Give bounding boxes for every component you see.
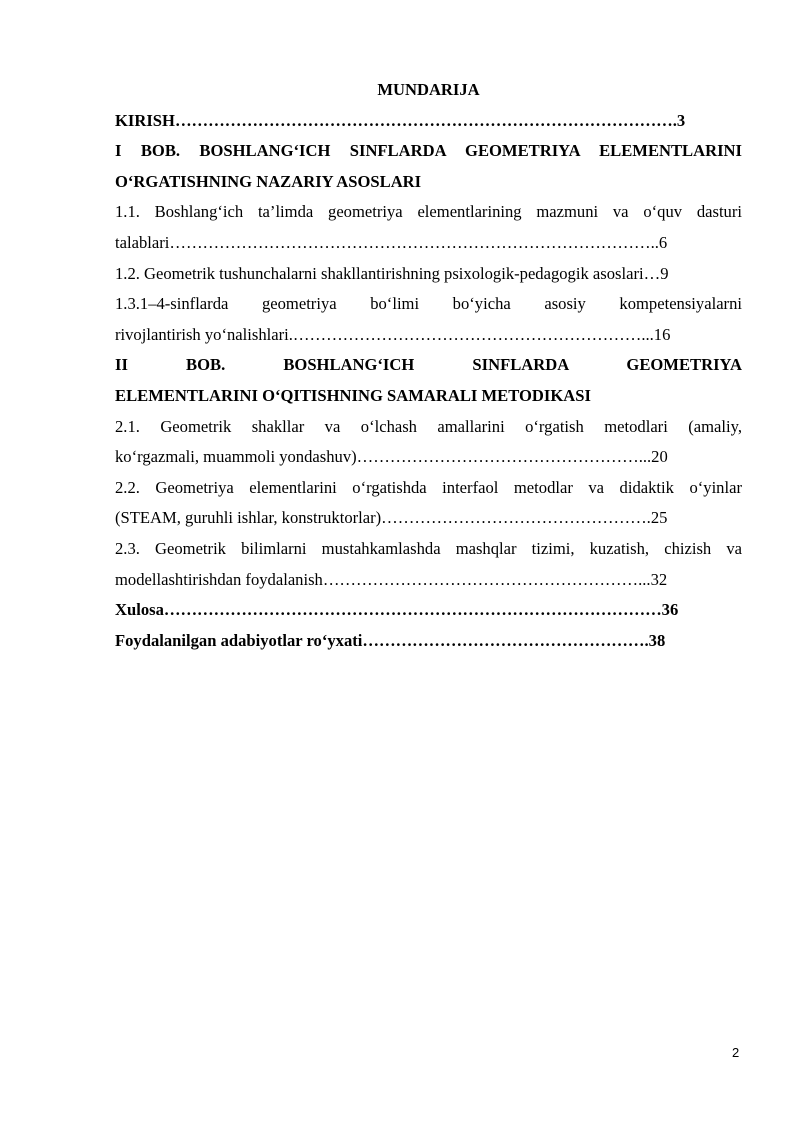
toc-line: ko‘rgazmali, muammoli yondashuv)……………………………………………...20 <box>115 447 668 467</box>
toc-title: MUNDARIJA <box>377 80 480 99</box>
toc-line: 2.3. Geometrik bilimlarni mustahkamlashda mashqlar tizimi, kuzatish, chizish va <box>115 538 742 558</box>
toc-line: KIRISH……………………………………………………………………………….3 <box>115 110 686 130</box>
toc-line: talablari……………………………………………………………………………..6 <box>115 232 668 252</box>
toc-line: 1.3.1–4-sinflarda geometriya bo‘limi bo‘yicha asosiy kompetensiyalarni <box>115 294 742 314</box>
page-number: 2 <box>732 1045 740 1060</box>
toc-line: O‘RGATISHNING NAZARIY ASOSLARI <box>115 171 422 191</box>
toc-line: I BOB. BOSHLANG‘ICH SINFLARDA GEOMETRIYA ELEMENTLARINI <box>115 141 742 161</box>
toc-line: 1.1. Boshlang‘ich ta’limda geometriya elementlarining mazmuni va o‘quv dasturi <box>115 202 742 222</box>
toc-line: II BOB. BOSHLANG‘ICH SINFLARDA GEOMETRIYA <box>115 355 742 375</box>
toc-line: 1.2. Geometrik tushunchalarni shakllantirishning psixologik-pedagogik asoslari…9 <box>115 263 669 283</box>
toc-line: (STEAM, guruhli ishlar, konstruktorlar)………………………………………….25 <box>115 508 668 528</box>
toc-line: modellashtirishdan foydalanish…………………………………………………...32 <box>115 569 668 589</box>
toc-line: Foydalanilgan adabiyotlar ro‘yxati…………………………………………….38 <box>115 630 666 650</box>
toc-line: ELEMENTLARINI O‘QITISHNING SAMARALI METODIKASI <box>115 385 591 405</box>
toc-line: rivojlantirish yo‘nalishlari.………………………………………………………...16 <box>115 324 671 344</box>
toc-entries <box>115 106 742 657</box>
toc-line: 2.2. Geometriya elementlarini o‘rgatishda interfaol metodlar va didaktik o‘yinlar <box>115 477 742 497</box>
toc-line: 2.1. Geometrik shakllar va o‘lchash amallarini o‘rgatish metodlari (amaliy, <box>115 416 742 436</box>
toc-line: Xulosa………………………………………………………………………………36 <box>115 600 679 620</box>
table-of-contents <box>115 75 742 656</box>
